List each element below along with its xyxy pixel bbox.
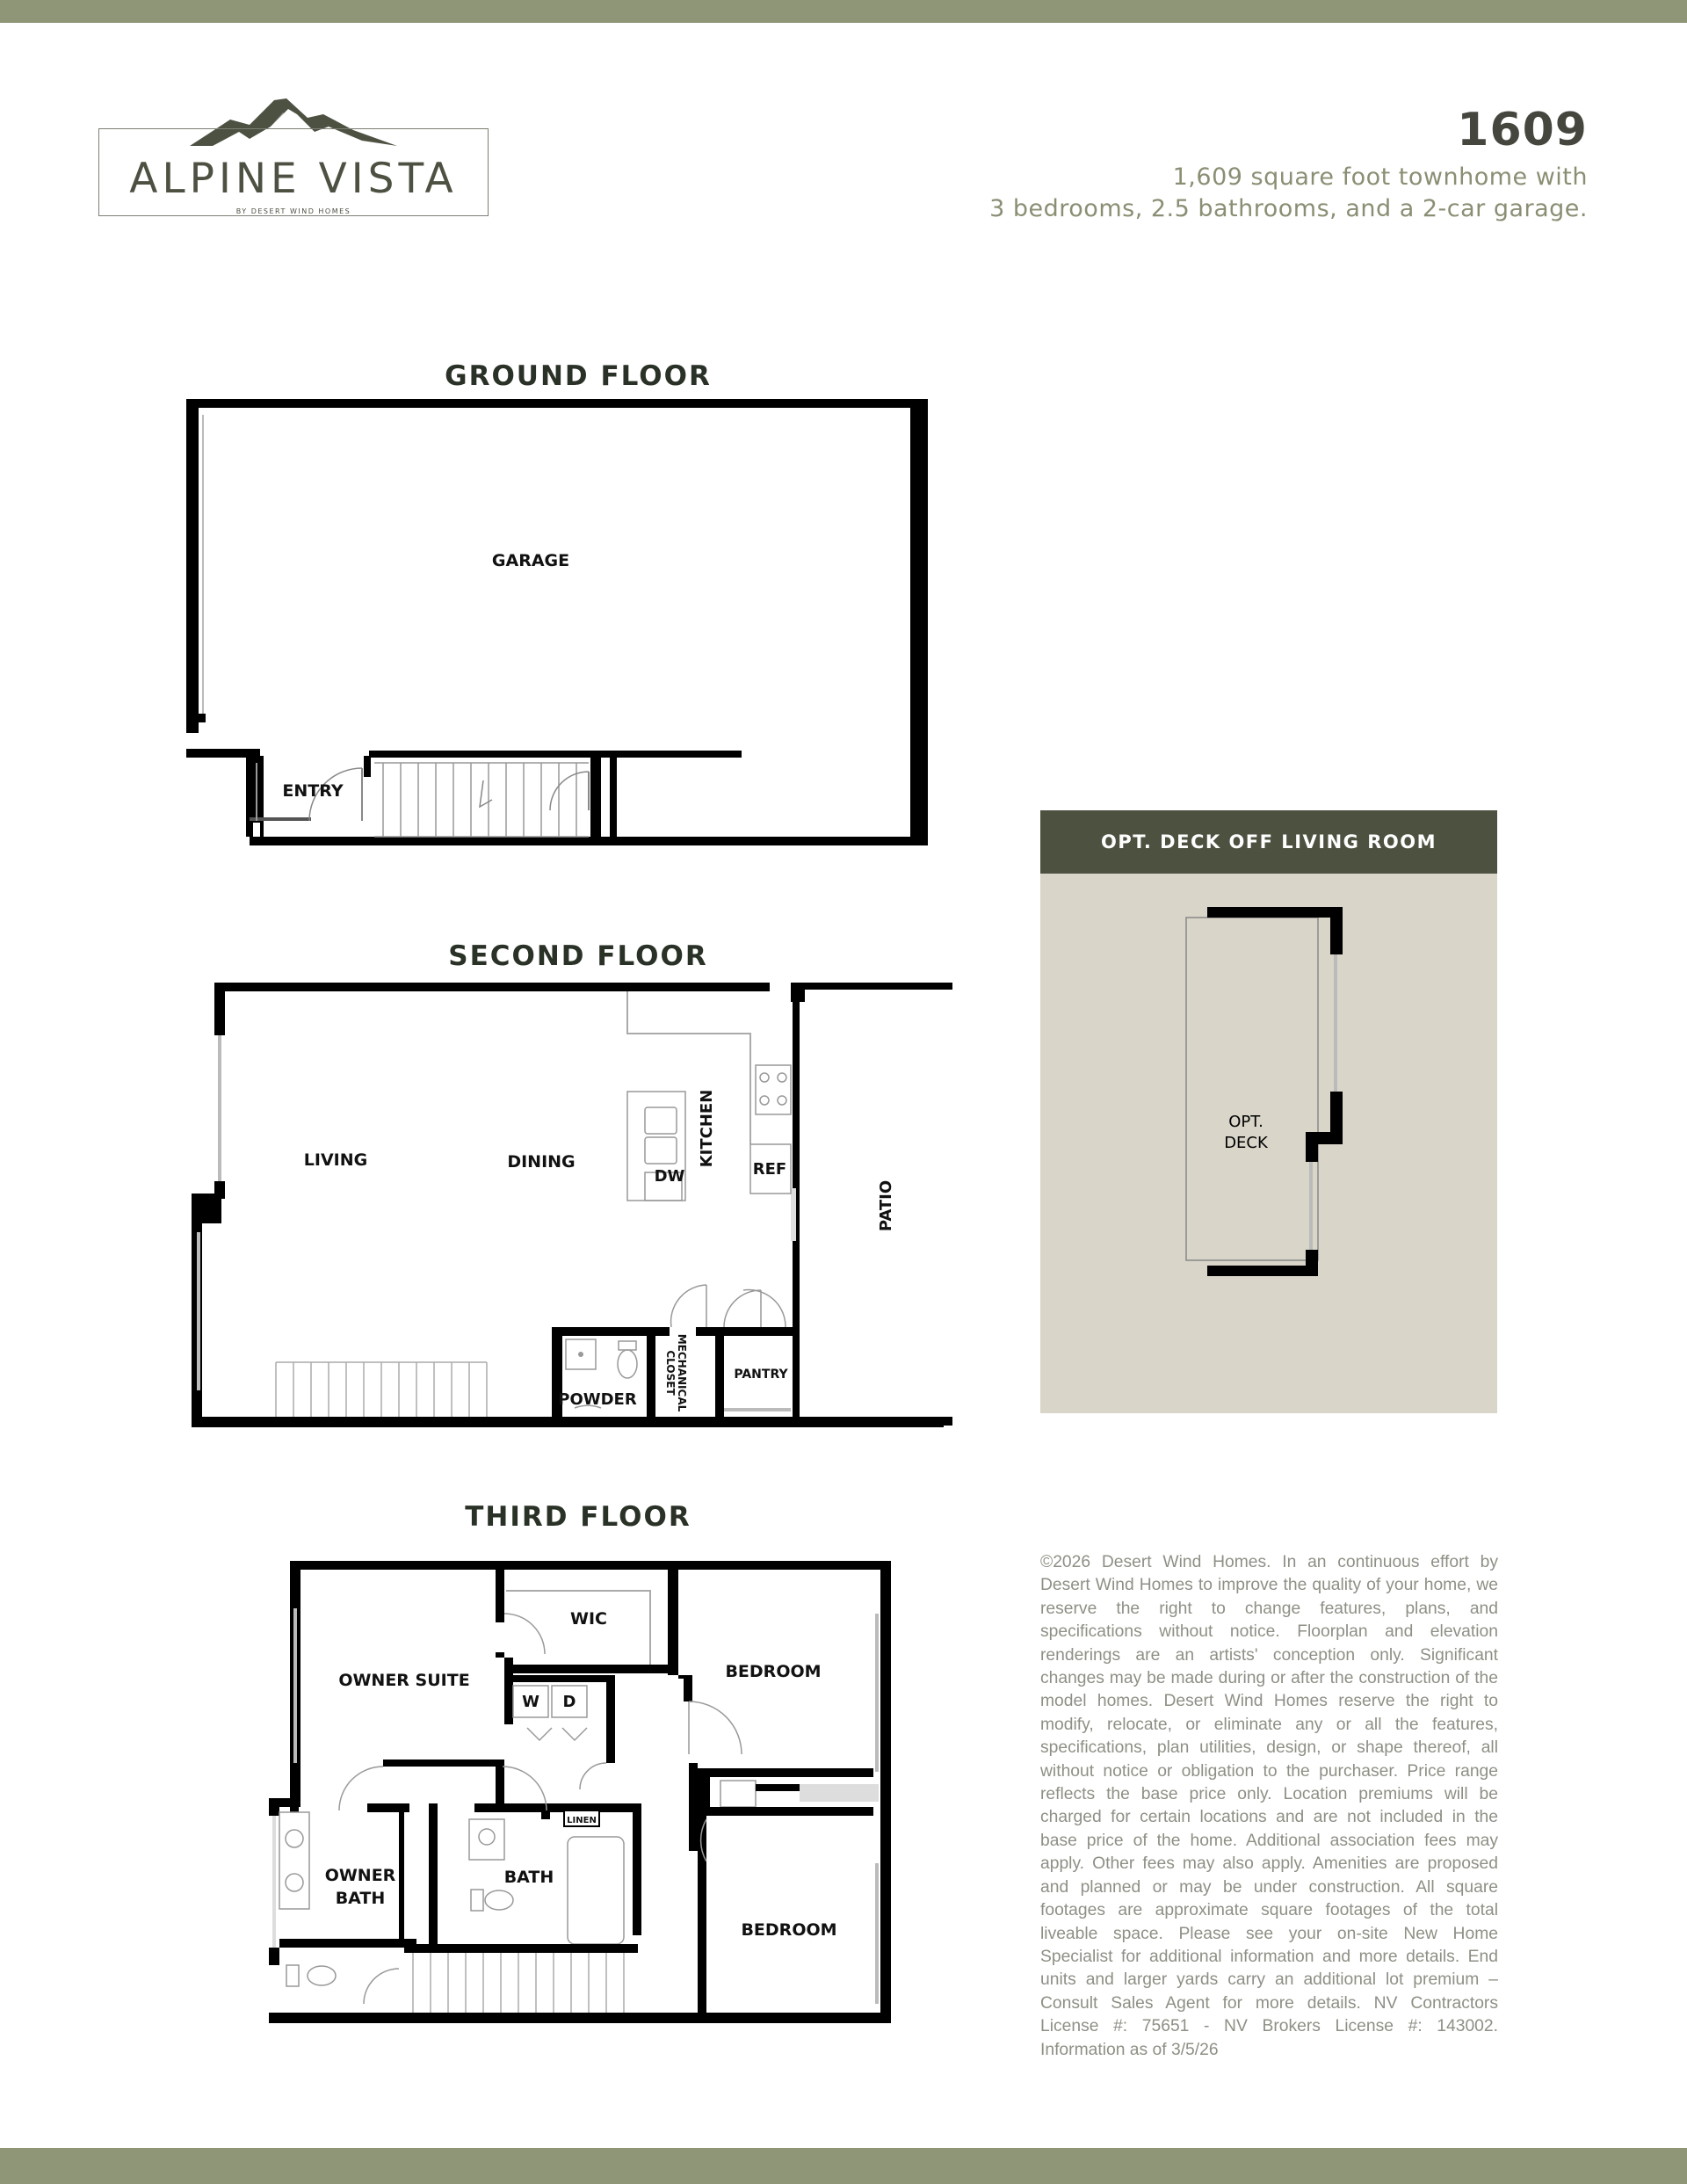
- living-label: LIVING: [303, 1150, 368, 1170]
- mechanical-label: MECHANICAL: [676, 1333, 688, 1412]
- bedroom-1-label: BEDROOM: [725, 1662, 822, 1681]
- model-description-line1: 1,609 square foot townhome with: [1172, 163, 1588, 191]
- model-description: [920, 162, 1588, 225]
- dryer-label: D: [562, 1693, 576, 1711]
- pantry-label: PANTRY: [734, 1368, 788, 1382]
- logo-title: ALPINE VISTA: [129, 155, 458, 203]
- ground-floor-title: GROUND FLOOR: [445, 360, 712, 392]
- legal-disclaimer: ©2026 Desert Wind Homes. In an continuous effort by Desert Wind Homes to improve the quality of your home, we reserve the right to change features, plans, and specifications without notice. Floorplan and elevation renderings are an artists' conception only. Significant changes may be made during or after the construction of the model homes. Desert Wind Homes reserve the right to modify, relocate, or eliminate any or all the features, specifications, plan utilities, design, or shape thereof, all without notice or obligation to the purchaser. Price range reflects the base price only. Location premiums will be charged for certain locations and are not included in the base price of the home. Additional association fees may apply. Other fees may also apply. Amenities are proposed and planned or may be under construction. All square footages are approximate square footages of the total liveable space. Please see your on-site New Home Specialist for additional information and more details. End units and larger yards carry an additional lot premium – Consult Sales Agent for more details. NV Contractors License #: 75651 - NV Brokers License #: 143002. Information as of 3/5/26: [1040, 1553, 1498, 2059]
- model-description-line2: 3 bedrooms, 2.5 bathrooms, and a 2-car garage.: [989, 195, 1588, 222]
- dining-label: DINING: [507, 1152, 576, 1172]
- owner-bath-label-1: OWNER: [324, 1866, 396, 1885]
- powder-label: POWDER: [558, 1390, 637, 1409]
- model-number: 1609: [1457, 104, 1588, 156]
- logo-tagline: [98, 207, 489, 215]
- owner-bath-label-2: BATH: [335, 1889, 386, 1908]
- linen-label: LINEN: [567, 1816, 597, 1825]
- opt-deck-label-2: DECK: [1224, 1134, 1268, 1152]
- brand-logo: [98, 95, 492, 223]
- kitchen-label: KITCHEN: [698, 1089, 716, 1168]
- entry-label: ENTRY: [282, 781, 344, 801]
- washer-label: W: [522, 1693, 539, 1711]
- bath-label: BATH: [503, 1868, 554, 1887]
- closet-label: CLOSET: [664, 1350, 677, 1396]
- dw-label: DW: [654, 1167, 685, 1186]
- third-floor-title: THIRD FLOOR: [465, 1501, 691, 1533]
- owner-suite-label: OWNER SUITE: [338, 1671, 470, 1690]
- ref-label: REF: [752, 1160, 787, 1179]
- third-floor-plan: [264, 1556, 896, 2034]
- second-floor-plan: [188, 977, 979, 1447]
- top-band: [0, 0, 1687, 23]
- opt-deck-label-1: OPT.: [1228, 1113, 1263, 1131]
- ground-floor-plan: [176, 394, 949, 854]
- opt-deck-panel: [1040, 810, 1497, 1413]
- patio-label: PATIO: [877, 1179, 895, 1232]
- garage-label: GARAGE: [491, 551, 570, 570]
- bedroom-2-label: BEDROOM: [741, 1920, 837, 1940]
- bottom-band: [0, 2148, 1687, 2184]
- second-floor-title: SECOND FLOOR: [448, 940, 708, 972]
- wic-label: WIC: [570, 1609, 607, 1629]
- opt-deck-header: OPT. DECK OFF LIVING ROOM: [1040, 810, 1497, 874]
- opt-deck-plan: [1040, 810, 1497, 1413]
- logo-tagline-text: BY DESERT WIND HOMES: [229, 207, 358, 215]
